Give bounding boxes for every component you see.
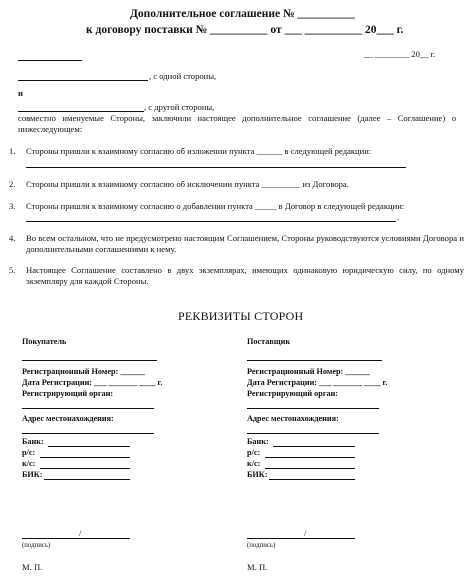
supplier-reg-number[interactable]: Регистрационный Номер: ______ — [247, 367, 370, 376]
supplier-bik-line[interactable] — [269, 479, 355, 480]
supplier-title: Поставщик — [247, 337, 291, 346]
supplier-reg-date[interactable]: Дата Регистрации: ___ _______ ____ г. — [247, 378, 388, 387]
buyer-rs-label: р/с: — [22, 448, 36, 457]
date-field[interactable]: __ ________ 20__ г. — [364, 49, 436, 59]
party2-suffix: , с другой стороны, — [144, 102, 215, 112]
supplier-stamp: М. П. — [247, 562, 268, 572]
buyer-stamp: М. П. — [22, 562, 43, 572]
item-3-text: Стороны пришли к взаимному согласию о добавлении пункта _____ в Договор в следующей редакции: — [26, 201, 405, 211]
item-1-blank-line[interactable] — [26, 167, 406, 168]
buyer-reg-authority-line[interactable] — [22, 408, 154, 409]
supplier-signature-line[interactable] — [247, 538, 355, 539]
buyer-reg-date[interactable]: Дата Регистрации: ___ _______ ____ г. — [22, 378, 163, 387]
buyer-ks-line[interactable] — [40, 468, 130, 469]
requisites-heading: РЕКВИЗИТЫ СТОРОН — [178, 309, 304, 323]
buyer-bik-line[interactable] — [44, 479, 130, 480]
buyer-reg-number[interactable]: Регистрационный Номер: ______ — [22, 367, 145, 376]
supplier-address: Адрес местонахождения: — [247, 414, 339, 423]
buyer-name-line[interactable] — [22, 360, 157, 361]
item-4-number: 4. — [9, 233, 16, 243]
buyer-title: Покупатель — [22, 337, 67, 346]
buyer-address: Адрес местонахождения: — [22, 414, 114, 423]
agreement-subtitle: к договору поставки № __________ от ___ __________ 20___ г. — [86, 24, 404, 36]
supplier-reg-authority: Регистрирующий орган: — [247, 389, 339, 398]
supplier-ks-line[interactable] — [265, 468, 355, 469]
buyer-signature-slash: / — [79, 528, 82, 538]
item-1-number: 1. — [9, 146, 16, 156]
item-3-blank-line[interactable] — [26, 221, 396, 222]
buyer-bank-label: Банк: — [22, 437, 44, 446]
supplier-bank-label: Банк: — [247, 437, 269, 446]
item-2-number: 2. — [9, 179, 16, 189]
supplier-bank-line[interactable] — [273, 446, 355, 447]
party1-suffix: , с одной стороны, — [149, 71, 217, 81]
item-4-text: Во всем остальном, что не предусмотрено настоящим Соглашением, Стороны руководствуются условиями Договора и дополнительными соглашениями к нему. — [26, 233, 464, 254]
buyer-address-line[interactable] — [22, 433, 154, 434]
buyer-signature-caption: (подпись) — [22, 542, 51, 549]
buyer-bank-line[interactable] — [48, 446, 130, 447]
buyer-bik-label: БИК: — [22, 470, 43, 479]
supplier-signature-caption: (подпись) — [247, 542, 276, 549]
buyer-ks-label: к/с: — [22, 459, 36, 468]
item-5-text: Настоящее Соглашение составлено в двух экземплярах, имеющих одинаковую юридическую силу, по одному экземпляру для каждой Стороны. — [26, 265, 464, 286]
item-3-dot: . — [397, 212, 400, 222]
supplier-rs-line[interactable] — [265, 457, 355, 458]
item-2-text: Стороны пришли к взаимному согласию об исключении пункта _________ из Договора. — [26, 179, 349, 189]
agreement-title: Дополнительное соглашение № __________ — [130, 8, 355, 20]
buyer-reg-authority: Регистрирующий орган: — [22, 389, 114, 398]
and-word: и — [18, 88, 23, 98]
item-1-text: Стороны пришли к взаимному согласию об изложении пункта ______ в следующей редакции: — [26, 146, 372, 156]
supplier-rs-label: р/с: — [247, 448, 261, 457]
item-3-number: 3. — [9, 201, 16, 211]
party1-name-line[interactable] — [18, 80, 148, 81]
supplier-reg-authority-line[interactable] — [247, 408, 379, 409]
intro-paragraph: совместно именуемые Стороны, заключили настоящее дополнительное соглашение (далее – Соглашение) о нижеследующем: — [18, 113, 456, 134]
buyer-signature-line[interactable] — [22, 538, 130, 539]
supplier-address-line[interactable] — [247, 433, 379, 434]
supplier-name-line[interactable] — [247, 360, 382, 361]
place-blank-line[interactable] — [18, 60, 82, 61]
party2-name-line[interactable] — [18, 111, 144, 112]
buyer-rs-line[interactable] — [40, 457, 130, 458]
supplier-bik-label: БИК: — [247, 470, 268, 479]
supplier-signature-slash: / — [304, 528, 307, 538]
supplier-ks-label: к/с: — [247, 459, 261, 468]
item-5-number: 5. — [9, 265, 16, 275]
